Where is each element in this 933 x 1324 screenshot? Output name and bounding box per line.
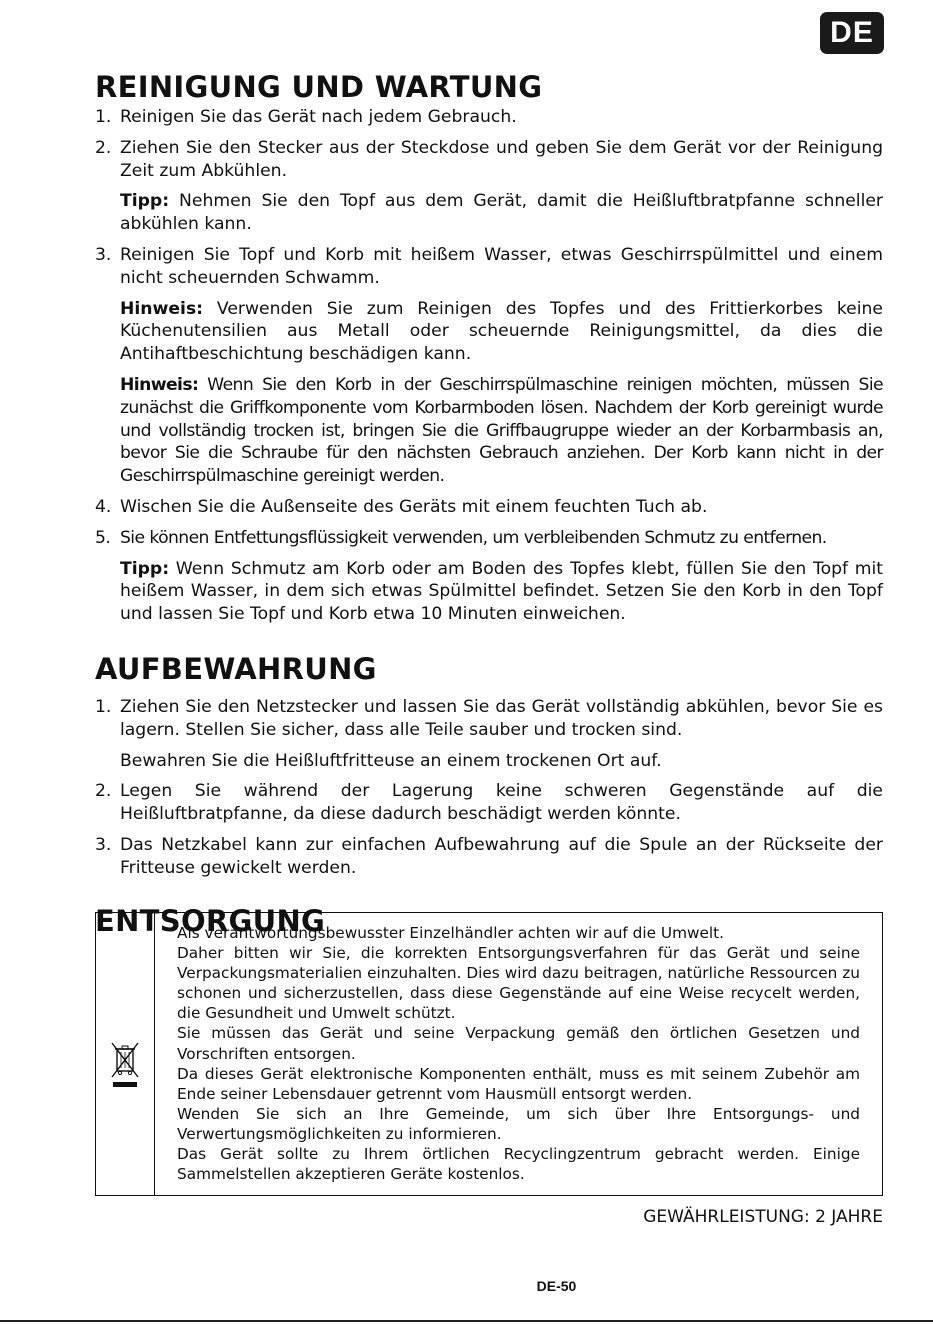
section-title-disposal: ENTSORGUNG [95,903,326,938]
main-content [95,68,883,940]
note-dishwasher [95,374,883,488]
disposal-paragraph: Wenden Sie sich an Ihre Gemeinde, um sich über Ihre Entsorgungs- und Verwertungsmöglichkeiten zu informieren. [177,1104,860,1143]
cleaning-step-2 [95,137,883,183]
step-text: Das Netzkabel kann zur einfachen Aufbewahrung auf die Spule an der Rückseite der Fritteuse gewickelt werden. [120,834,883,878]
cleaning-step-4 [95,496,883,519]
tip-text: Wenn Schmutz am Korb oder am Boden des Topfes klebt, füllen Sie den Topf mit heißem Wasser, in dem sich etwas Spülmittel befindet. Setzen Sie den Korb in den Topf und lassen Sie Topf und Korb etwa 10 Minuten einweichen. [120,558,883,625]
step-text: Ziehen Sie den Stecker aus der Steckdose und geben Sie dem Gerät vor der Reinigung Zeit zum Abkühlen. [120,137,883,181]
step-text: Legen Sie während der Lagerung keine schweren Gegenstände auf die Heißluftbratpfanne, da diese dadurch beschädigt werden könnte. [120,781,883,825]
step-number: 3. [95,834,112,855]
step-number: 3. [95,244,112,265]
disposal-icon-cell [96,913,155,1195]
disposal-paragraph: Sie müssen das Gerät und seine Verpackung gemäß den örtlichen Gesetzen und Vorschriften entsorgen. [177,1024,860,1063]
step-number: 5. [95,527,111,548]
warranty-note: GEWÄHRLEISTUNG: 2 JAHRE [643,1207,883,1227]
tip-label: Tipp: [120,558,170,579]
note-label: Hinweis: [120,298,204,319]
cleaning-step-1 [95,106,883,129]
disposal-paragraph: Da dieses Gerät elektronische Komponenten enthält, muss es mit seinem Zubehör am Ende seiner Lebensdauer getrennt vom Hausmüll entsorgt werden. [177,1064,860,1103]
language-badge: DE [820,12,884,54]
tip-text: Nehmen Sie den Topf aus dem Gerät, damit die Heißluftbratpfanne schneller abkühlen kann. [120,191,883,235]
tip-soaking [95,558,883,626]
section-title-storage: AUFBEWAHRUNG [95,651,377,686]
step-number: 2. [95,137,112,158]
disposal-box [95,912,883,1196]
note-text: Wenn Sie den Korb in der Geschirrspülmaschine reinigen möchten, müssen Sie zunächst die Griffkomponente vom Korbarmboden lösen. Nachdem der Korb gereinigt wurde und vollständig trocken ist, bringen Sie die Griffbaugruppe wieder an der Korbarmbasis an, bevor Sie die Schraube für den nächsten Gebrauch anziehen. Der Korb kann nicht in der Geschirrspülmaschine gereinigt werden. [120,374,883,487]
crossed-bin-icon [108,1041,142,1091]
storage-step-1 [95,696,883,742]
bottom-rule [0,1320,933,1322]
step-number: 1. [95,107,112,127]
step-text: Reinigen Sie das Gerät nach jedem Gebrauch. [120,107,517,127]
note-text: Verwenden Sie zum Reinigen des Topfes und des Frittierkorbes keine Küchenutensilien aus Metall oder scheuernde Reinigungsmittel, da dies die Antihaftbeschichtung beschädigen kann. [120,298,883,365]
step-number: 2. [95,781,112,802]
storage-step-3 [95,834,883,880]
note-label: Hinweis: [120,374,199,395]
note-metal-utensils [95,298,883,366]
section-title-cleaning: REINIGUNG UND WARTUNG [95,70,543,104]
step-text: Reinigen Sie Topf und Korb mit heißem Wasser, etwas Geschirrspülmittel und einem nicht scheuernden Schwamm. [120,244,883,288]
storage-step-2 [95,780,883,826]
disposal-paragraph: Als verantwortungsbewusster Einzelhändler achten wir auf die Umwelt. [177,924,725,942]
disposal-text [155,913,882,1195]
cleaning-step-3 [95,244,883,290]
step-text: Sie können Entfettungsflüssigkeit verwenden, um verbleibenden Schmutz zu entfernen. [120,527,827,548]
page-number: DE-50 [536,1278,577,1294]
cleaning-step-5 [95,527,883,550]
tip-cooling [95,190,883,236]
step-number: 1. [95,696,112,717]
disposal-paragraph: Daher bitten wir Sie, die korrekten Entsorgungsverfahren für das Gerät und seine Verpackungsmaterialien einzuhalten. Dies wird dazu beitragen, natürliche Ressourcen zu schonen und sicherzustellen, dass diese Gegenstände auf eine Weise recycelt werden, die Gesundheit und Umwelt schützt. [177,944,860,1023]
tip-label: Tipp: [120,191,170,212]
disposal-paragraph: Das Gerät sollte zu Ihrem örtlichen Recyclingzentrum gebracht werden. Einige Sammelstellen akzeptieren Geräte kostenlos. [177,1145,860,1184]
step-text: Wischen Sie die Außenseite des Geräts mit einem feuchten Tuch ab. [120,496,708,517]
storage-note: Bewahren Sie die Heißluftfritteuse an einem trockenen Ort auf. [120,750,662,771]
step-text: Ziehen Sie den Netzstecker und lassen Sie das Gerät vollständig abkühlen, bevor Sie es lagern. Stellen Sie sicher, dass alle Teile sauber und trocken sind. [120,696,883,740]
step-number: 4. [95,496,112,517]
